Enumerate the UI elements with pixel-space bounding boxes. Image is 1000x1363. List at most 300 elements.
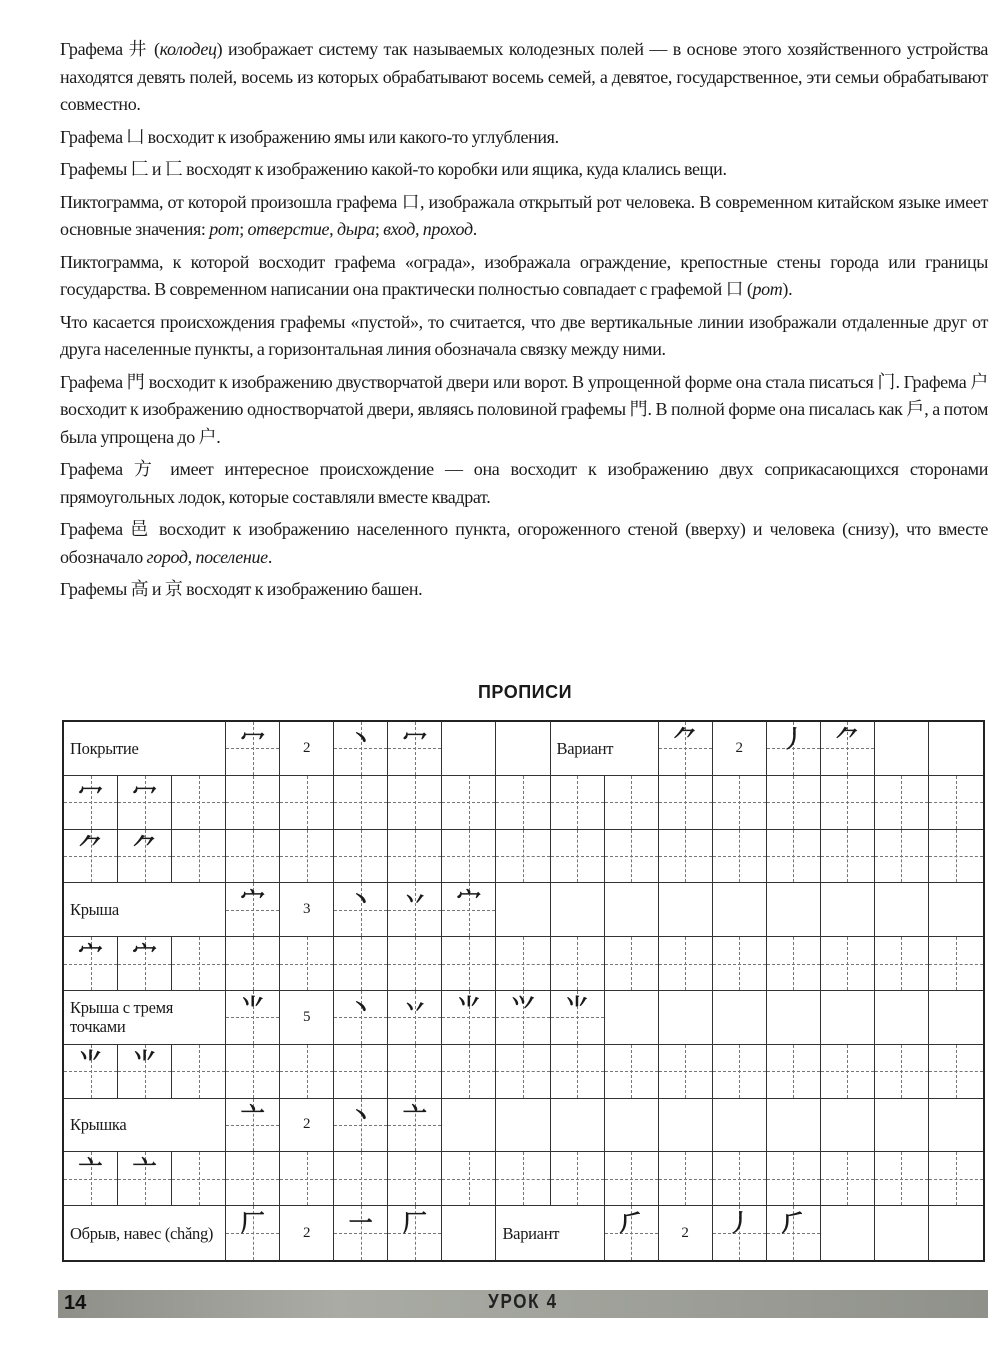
sample-cell [226, 883, 280, 937]
text-run: Пиктограмма, от которой произошла графема [60, 191, 402, 212]
practice-grid [62, 720, 985, 1262]
italic-text: рот [752, 279, 783, 299]
text-run: Графема [60, 371, 127, 392]
sample-cell [605, 1206, 659, 1260]
grapheme: 凵 [126, 126, 145, 148]
character-glyph: ⺍ [510, 994, 535, 1022]
guide-line [253, 830, 254, 883]
paragraph [60, 369, 988, 452]
character-glyph: ⺈ [835, 725, 860, 753]
practice-cell[interactable] [226, 830, 280, 884]
paragraph [60, 516, 988, 571]
practice-cell[interactable] [875, 830, 929, 884]
practice-cell[interactable] [442, 1045, 496, 1099]
sample-cell [659, 722, 713, 776]
sample-cell [64, 1152, 118, 1206]
practice-cell[interactable] [172, 937, 226, 991]
stroke-cell [334, 722, 388, 776]
practice-cell[interactable] [442, 1152, 496, 1206]
guide-line [307, 776, 308, 829]
guide-line [847, 776, 848, 829]
practice-cell[interactable] [929, 776, 983, 830]
grapheme: 方 [133, 459, 160, 480]
empty-cell [442, 1206, 496, 1260]
practice-cell[interactable] [334, 1152, 388, 1206]
guide-line [685, 830, 686, 883]
empty-cell [875, 1206, 929, 1260]
guide-line [523, 776, 524, 829]
guide-line [631, 776, 632, 829]
practice-cell[interactable] [334, 830, 388, 884]
practice-cell[interactable] [388, 937, 442, 991]
practice-cell[interactable] [226, 1045, 280, 1099]
guide-line [847, 1152, 848, 1205]
sample-cell [64, 1045, 118, 1099]
character-glyph: 丿 [727, 1209, 752, 1238]
character-glyph: 亠 [78, 1155, 103, 1184]
sample-cell [226, 991, 280, 1045]
character-glyph: 丷 [402, 994, 427, 1022]
character-glyph: 厂 [240, 1209, 265, 1238]
stroke-cell [334, 1206, 388, 1260]
stroke-count: 2 [681, 1224, 689, 1241]
practice-cell[interactable] [551, 830, 605, 884]
paragraph [60, 576, 988, 604]
stroke-count: 2 [735, 739, 743, 756]
guide-line [631, 1152, 632, 1205]
lesson-label: УРОК 4 [488, 1291, 558, 1313]
text-run: и [148, 579, 165, 599]
body-text [60, 36, 988, 609]
guide-line [199, 1152, 200, 1205]
character-glyph: 亠 [132, 1155, 157, 1184]
guide-line [577, 776, 578, 829]
sample-cell [118, 776, 172, 830]
character-glyph: 丶 [348, 1101, 373, 1130]
label-cell [64, 1206, 226, 1260]
stroke-cell [388, 1206, 442, 1260]
grapheme: 戶 [906, 399, 925, 420]
practice-cell[interactable] [280, 1152, 334, 1206]
italic-text: колодец [159, 39, 217, 59]
practice-cell[interactable] [875, 1152, 929, 1206]
text-run: ( [743, 279, 753, 299]
practice-cell[interactable] [334, 1045, 388, 1099]
guide-line [307, 1045, 308, 1098]
guide-line [739, 776, 740, 829]
practice-cell[interactable] [659, 830, 713, 884]
character-glyph: 丶 [348, 886, 373, 915]
stroke-cell [767, 1206, 821, 1260]
grapheme: 户 [198, 426, 217, 448]
practice-cell[interactable] [605, 1152, 659, 1206]
guide-line [523, 830, 524, 883]
practice-cell[interactable] [172, 776, 226, 830]
practice-cell[interactable] [280, 776, 334, 830]
grapheme: 邑 [130, 519, 152, 540]
guide-line [956, 830, 957, 883]
guide-line [361, 1152, 362, 1205]
practice-cell[interactable] [767, 1152, 821, 1206]
guide-line [739, 937, 740, 990]
text-run: ( [148, 39, 160, 59]
practice-cell[interactable] [551, 1152, 605, 1206]
guide-line [901, 1152, 902, 1205]
text-run: ). [782, 279, 793, 299]
row-label: Крышка [70, 1115, 127, 1135]
character-glyph: 厂 [402, 1209, 427, 1238]
guide-line [739, 1152, 740, 1205]
character-glyph: ⺌ [565, 994, 590, 1022]
practice-cell[interactable] [659, 1045, 713, 1099]
guide-line [901, 776, 902, 829]
stroke-cell [442, 883, 496, 937]
label-cell [64, 991, 226, 1045]
count-cell [659, 1206, 713, 1260]
guide-line [847, 937, 848, 990]
character-glyph: 宀 [78, 940, 103, 969]
practice-cell[interactable] [280, 830, 334, 884]
stroke-cell [821, 722, 875, 776]
sample-cell [118, 1045, 172, 1099]
practice-cell[interactable] [334, 776, 388, 830]
empty-cell [929, 1099, 983, 1153]
stroke-count: 3 [303, 901, 311, 918]
practice-cell[interactable] [388, 776, 442, 830]
practice-cell[interactable] [334, 937, 388, 991]
text-run: , а потом была упрощена до [60, 399, 989, 447]
guide-line [469, 937, 470, 990]
empty-cell [496, 883, 550, 937]
empty-cell [496, 722, 550, 776]
practice-cell[interactable] [929, 1152, 983, 1206]
guide-line [577, 1045, 578, 1098]
guide-line [253, 1152, 254, 1205]
practice-cell[interactable] [551, 776, 605, 830]
sample-cell [118, 830, 172, 884]
character-glyph: 丶 [348, 994, 373, 1022]
text-run: Графемы [60, 159, 131, 179]
row-label: Вариант [556, 738, 614, 758]
sample-cell [64, 830, 118, 884]
sample-cell [226, 722, 280, 776]
sample-cell [64, 937, 118, 991]
empty-cell [929, 722, 983, 776]
guide-line [307, 830, 308, 883]
stroke-cell [388, 991, 442, 1045]
practice-cell[interactable] [821, 1152, 875, 1206]
empty-cell [929, 883, 983, 937]
guide-line [685, 776, 686, 829]
empty-cell [442, 722, 496, 776]
practice-cell[interactable] [767, 937, 821, 991]
character-glyph: 丿 [781, 725, 806, 753]
label-cell [64, 883, 226, 937]
italic-text: город, поселение [146, 546, 268, 567]
practice-cell[interactable] [605, 830, 659, 884]
empty-cell [659, 991, 713, 1045]
guide-line [739, 1045, 740, 1098]
guide-line [901, 937, 902, 990]
guide-line [253, 937, 254, 990]
practice-cell[interactable] [659, 937, 713, 991]
empty-cell [767, 1099, 821, 1153]
guide-line [847, 830, 848, 883]
guide-line [685, 1152, 686, 1205]
character-glyph: ⺌ [78, 1047, 103, 1076]
guide-line [685, 937, 686, 990]
character-glyph: ⺌ [240, 994, 265, 1022]
practice-cell[interactable] [388, 1045, 442, 1099]
guide-line [361, 776, 362, 829]
guide-line [469, 830, 470, 883]
count-cell [280, 1206, 334, 1260]
section-title: ПРОПИСИ [477, 682, 573, 702]
row-label: Обрыв, навес (chǎng) [70, 1223, 214, 1243]
empty-cell [659, 1099, 713, 1153]
empty-cell [442, 1099, 496, 1153]
character-glyph: 宀 [456, 886, 481, 915]
grapheme: 門 [629, 399, 648, 420]
italic-text: отверстие, дыра [247, 219, 375, 239]
practice-cell[interactable] [442, 937, 496, 991]
guide-line [577, 937, 578, 990]
text-run: Графема [60, 126, 127, 147]
page-number: 14 [64, 1292, 87, 1314]
text-run: и [148, 159, 165, 179]
count-cell [280, 1099, 334, 1153]
practice-cell[interactable] [821, 937, 875, 991]
practice-cell[interactable] [659, 776, 713, 830]
text-run: восходит к изображению населенного пункта, огороженного стеной (вверху) и человека (снизу), что вместе обозначало [60, 519, 988, 567]
empty-cell [821, 1099, 875, 1153]
practice-cell[interactable] [659, 1152, 713, 1206]
text-run: Графема [60, 459, 134, 479]
empty-cell [713, 1099, 767, 1153]
practice-cell[interactable] [496, 937, 550, 991]
practice-cell[interactable] [605, 776, 659, 830]
practice-cell[interactable] [713, 1152, 767, 1206]
grapheme: 匸 [164, 159, 183, 180]
text-run: . Графема [895, 371, 971, 392]
empty-cell [713, 991, 767, 1045]
practice-cell[interactable] [929, 937, 983, 991]
guide-line [901, 1045, 902, 1098]
guide-line [956, 937, 957, 990]
empty-cell [713, 883, 767, 937]
character-glyph: 宀 [132, 940, 157, 969]
practice-cell[interactable] [226, 937, 280, 991]
empty-cell [767, 991, 821, 1045]
guide-line [199, 776, 200, 829]
empty-cell [875, 883, 929, 937]
practice-cell[interactable] [605, 937, 659, 991]
guide-line [199, 1045, 200, 1098]
empty-cell [929, 1206, 983, 1260]
practice-cell[interactable] [172, 1152, 226, 1206]
practice-cell[interactable] [442, 830, 496, 884]
guide-line [415, 776, 416, 829]
guide-line [793, 937, 794, 990]
text-run: Пиктограмма, к которой восходит графема «ограда», изображала ограждение, крепостные стены города или границы государства. В современном написании она практически полностью совпадает с графемой [60, 251, 988, 299]
guide-line [199, 937, 200, 990]
text-run: Графемы [60, 579, 131, 599]
count-cell [280, 883, 334, 937]
guide-line [793, 830, 794, 883]
grapheme: 高 [130, 579, 149, 600]
character-glyph: 一 [348, 1209, 373, 1238]
guide-line [793, 776, 794, 829]
sample-cell [118, 1152, 172, 1206]
empty-cell [821, 1206, 875, 1260]
text-run: ; [374, 219, 384, 239]
empty-cell [767, 883, 821, 937]
practice-cell[interactable] [767, 830, 821, 884]
guide-line [631, 830, 632, 883]
guide-line [793, 1045, 794, 1098]
guide-line [199, 830, 200, 883]
text-run: восходят к изображению башен. [182, 579, 423, 599]
stroke-count: 5 [303, 1008, 311, 1025]
practice-cell[interactable] [767, 1045, 821, 1099]
guide-line [523, 937, 524, 990]
practice-cell[interactable] [551, 1045, 605, 1099]
text-run: . В полной форме она писалась как [647, 399, 907, 419]
empty-cell [875, 991, 929, 1045]
practice-cell[interactable] [280, 1045, 334, 1099]
character-glyph: ⺈ [673, 725, 698, 753]
text-run: восходит к изображению одностворчатой двери, являясь половиной графемы [60, 399, 630, 419]
practice-cell[interactable] [713, 776, 767, 830]
practice-cell[interactable] [496, 1152, 550, 1206]
guide-line [361, 830, 362, 883]
character-glyph: 亠 [240, 1101, 265, 1130]
practice-cell[interactable] [388, 830, 442, 884]
character-glyph: 冖 [240, 725, 265, 753]
guide-line [469, 1152, 470, 1205]
empty-cell [875, 722, 929, 776]
guide-line [685, 1045, 686, 1098]
guide-line [577, 830, 578, 883]
character-glyph: ⺈ [78, 832, 103, 861]
empty-cell [929, 991, 983, 1045]
text-run: Графема [60, 519, 131, 539]
practice-cell[interactable] [821, 1045, 875, 1099]
paragraph [60, 189, 988, 244]
guide-line [253, 1045, 254, 1098]
character-glyph: 丶 [348, 725, 373, 753]
practice-cell[interactable] [929, 1045, 983, 1099]
empty-cell [496, 1099, 550, 1153]
label-cell [64, 722, 226, 776]
variant-label-cell [551, 722, 659, 776]
character-glyph: ⺈ [132, 832, 157, 861]
grapheme: 京 [164, 579, 183, 600]
character-glyph: ⺌ [132, 1047, 157, 1076]
stroke-cell [551, 991, 605, 1045]
italic-text: вход, проход [383, 219, 473, 239]
paragraph [60, 124, 988, 152]
text-run: восходит к изображению двустворчатой двери или ворот. В упрощенной форме она стала писаться [144, 371, 878, 392]
practice-cell[interactable] [388, 1152, 442, 1206]
practice-cell[interactable] [713, 830, 767, 884]
practice-cell[interactable] [172, 1045, 226, 1099]
practice-cell[interactable] [713, 937, 767, 991]
empty-cell [551, 1099, 605, 1153]
stroke-cell [334, 883, 388, 937]
text-run: . [472, 219, 477, 239]
sample-cell [226, 1206, 280, 1260]
paragraph [60, 36, 988, 119]
practice-cell[interactable] [226, 1152, 280, 1206]
character-glyph: 亠 [402, 1101, 427, 1130]
paragraph [60, 156, 988, 184]
practice-cell[interactable] [496, 830, 550, 884]
practice-cell[interactable] [929, 830, 983, 884]
paragraph [60, 249, 988, 304]
guide-line [253, 776, 254, 829]
italic-text: рот [209, 219, 240, 239]
grapheme: 口 [401, 191, 420, 213]
practice-cell[interactable] [496, 776, 550, 830]
character-glyph: 冖 [402, 725, 427, 753]
sample-cell [64, 776, 118, 830]
practice-cell[interactable] [767, 776, 821, 830]
stroke-cell [334, 991, 388, 1045]
practice-cell[interactable] [821, 830, 875, 884]
text-run: , изображала открытый рот человека. В современном китайском языке имеет основные значения: [60, 191, 988, 239]
text-run: ; [239, 219, 248, 239]
empty-cell [821, 991, 875, 1045]
grapheme: 門 [126, 371, 145, 393]
page-footer [58, 1290, 988, 1318]
guide-line [415, 1045, 416, 1098]
character-glyph: 冖 [132, 778, 157, 807]
guide-line [469, 1045, 470, 1098]
guide-line [307, 1152, 308, 1205]
practice-cell[interactable] [713, 1045, 767, 1099]
practice-cell[interactable] [821, 776, 875, 830]
practice-cell[interactable] [280, 937, 334, 991]
stroke-count: 2 [303, 739, 311, 756]
practice-cell[interactable] [875, 776, 929, 830]
stroke-cell [388, 722, 442, 776]
stroke-cell [388, 1099, 442, 1153]
guide-line [361, 937, 362, 990]
stroke-cell [442, 991, 496, 1045]
sample-cell [118, 937, 172, 991]
practice-cell[interactable] [605, 1045, 659, 1099]
variant-label-cell [496, 1206, 604, 1260]
guide-line [577, 1152, 578, 1205]
practice-cell[interactable] [172, 830, 226, 884]
empty-cell [659, 883, 713, 937]
stroke-count: 2 [303, 1224, 311, 1241]
practice-cell[interactable] [551, 937, 605, 991]
practice-cell[interactable] [875, 1045, 929, 1099]
empty-cell [605, 1099, 659, 1153]
empty-cell [875, 1099, 929, 1153]
practice-cell[interactable] [875, 937, 929, 991]
grapheme: 井 [128, 39, 149, 60]
practice-cell[interactable] [496, 1045, 550, 1099]
row-label: Покрытие [70, 738, 139, 758]
guide-line [631, 1045, 632, 1098]
practice-cell[interactable] [226, 776, 280, 830]
guide-line [523, 1152, 524, 1205]
character-glyph: 冖 [78, 778, 103, 807]
practice-cell[interactable] [442, 776, 496, 830]
